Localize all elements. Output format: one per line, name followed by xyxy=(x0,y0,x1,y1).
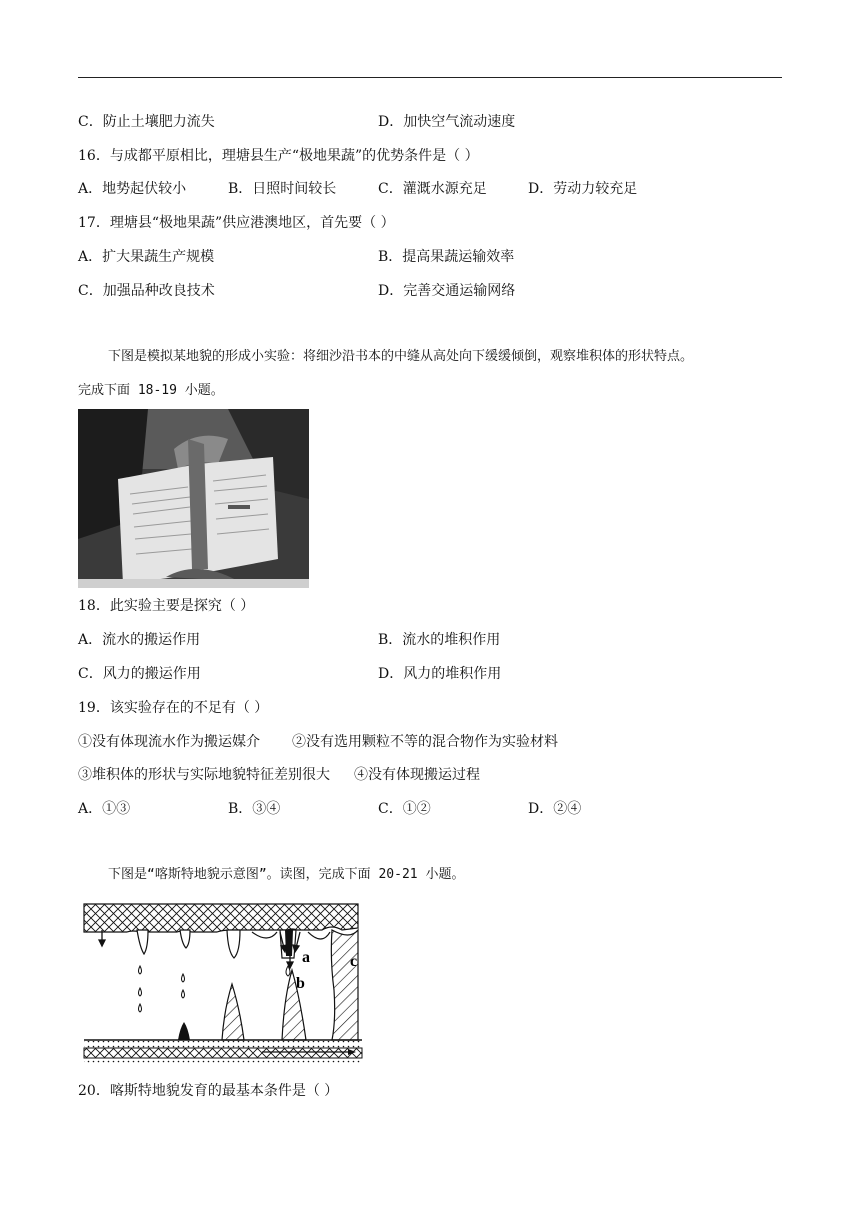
q18-option-a[interactable]: A．流水的搬运作用 xyxy=(78,632,201,648)
q19-option-b[interactable]: B．③④ xyxy=(228,801,281,817)
label-b: b xyxy=(296,975,305,992)
q19-item-4: ④没有体现搬运过程 xyxy=(354,767,480,783)
q16-option-a[interactable]: A．地势起伏较小 xyxy=(78,181,187,197)
q15-option-d[interactable]: D．加快空气流动速度 xyxy=(378,114,516,130)
label-c: c xyxy=(350,953,358,970)
karst-landform-diagram xyxy=(82,900,366,1066)
q16-option-c[interactable]: C．灌溉水源充足 xyxy=(378,181,487,197)
q17-option-d[interactable]: D．完善交通运输网络 xyxy=(378,283,516,299)
intro-18-19-line2: 完成下面 18-19 小题。 xyxy=(78,383,224,398)
q19-stem: 19．该实验存在的不足有（ ） xyxy=(78,700,269,716)
label-a: a xyxy=(302,949,310,966)
q20-stem: 20．喀斯特地貌发育的最基本条件是（ ） xyxy=(78,1083,339,1099)
q18-option-b[interactable]: B．流水的堆积作用 xyxy=(378,632,501,648)
q19-item-1: ①没有体现流水作为搬运媒介 xyxy=(78,734,260,750)
q17-option-a[interactable]: A．扩大果蔬生产规模 xyxy=(78,249,215,265)
header-rule xyxy=(78,77,782,78)
q15-option-c[interactable]: C．防止土壤肥力流失 xyxy=(78,114,215,130)
q16-option-b[interactable]: B．日照时间较长 xyxy=(228,181,337,197)
q19-option-c[interactable]: C．①② xyxy=(378,801,431,817)
q17-option-b[interactable]: B．提高果蔬运输效率 xyxy=(378,249,515,265)
q18-stem: 18．此实验主要是探究（ ） xyxy=(78,598,255,614)
q19-option-d[interactable]: D．②④ xyxy=(528,801,582,817)
q19-item-3: ③堆积体的形状与实际地貌特征差别很大 xyxy=(78,767,330,783)
q17-option-c[interactable]: C．加强品种改良技术 xyxy=(78,283,215,299)
q16-stem: 16．与成都平原相比，理塘县生产“极地果蔬”的优势条件是（ ） xyxy=(78,148,479,164)
intro-20-21-line1: 下图是“喀斯特地貌示意图”。读图，完成下面 20-21 小题。 xyxy=(108,867,465,882)
q19-option-a[interactable]: A．①③ xyxy=(78,801,131,817)
sand-experiment-photo xyxy=(78,409,309,588)
q19-item-2: ②没有选用颗粒不等的混合物作为实验材料 xyxy=(292,734,558,750)
q17-stem: 17．理塘县“极地果蔬”供应港澳地区，首先要（ ） xyxy=(78,215,395,231)
q18-option-c[interactable]: C．风力的搬运作用 xyxy=(78,666,201,682)
q18-option-d[interactable]: D．风力的堆积作用 xyxy=(378,666,502,682)
q16-option-d[interactable]: D．劳动力较充足 xyxy=(528,181,638,197)
intro-18-19-line1: 下图是模拟某地貌的形成小实验：将细沙沿书本的中缝从高处向下缓缓倾倒，观察堆积体的形状特点。 xyxy=(108,349,694,364)
